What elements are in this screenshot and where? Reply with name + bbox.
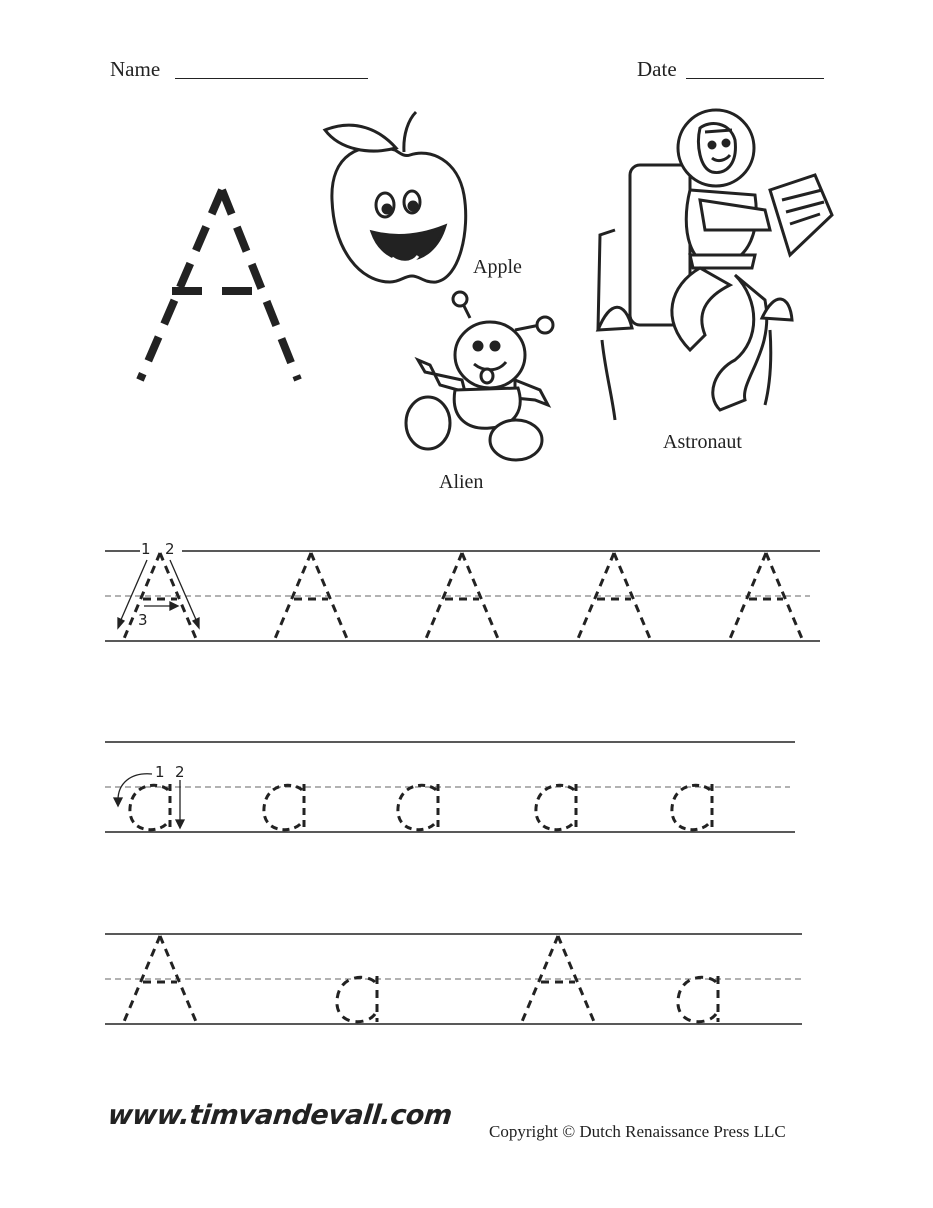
lower-stroke-number-1: 1 bbox=[155, 763, 165, 781]
website-link[interactable]: www.timvandevall.com bbox=[106, 1100, 454, 1131]
upper-stroke-number-1: 1 bbox=[141, 540, 151, 558]
name-label: Name bbox=[110, 57, 161, 81]
copyright-text: Copyright © Dutch Renaissance Press LLC bbox=[489, 1122, 786, 1141]
upper-stroke-number-2: 2 bbox=[165, 540, 175, 558]
date-label: Date bbox=[637, 57, 677, 81]
upper-stroke-number-3: 3 bbox=[138, 611, 148, 629]
apple-label: Apple bbox=[473, 256, 522, 278]
astronaut-label: Astronaut bbox=[663, 431, 742, 453]
alien-label: Alien bbox=[439, 471, 484, 493]
lower-stroke-number-2: 2 bbox=[175, 763, 185, 781]
